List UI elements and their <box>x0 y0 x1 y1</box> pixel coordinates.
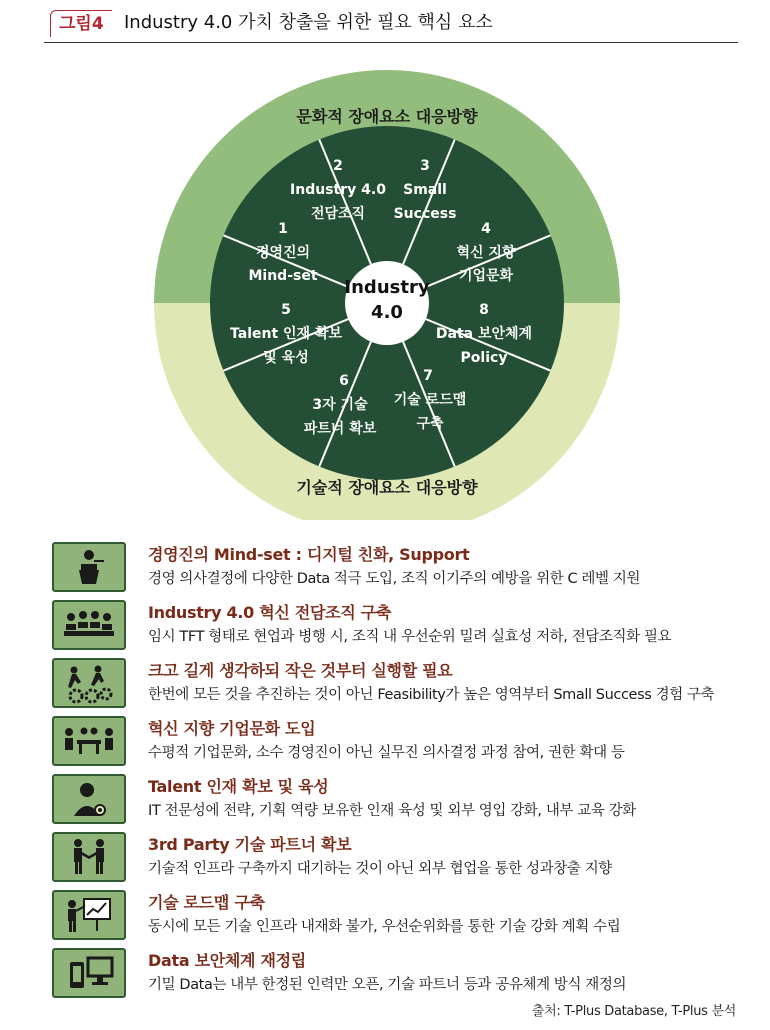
segment-6-line2: 파트너 확보 <box>303 421 377 437</box>
handshake-icon <box>52 832 126 882</box>
list-item <box>52 888 742 940</box>
segment-7-line1: 기술 로드맵 <box>393 392 467 408</box>
segment-8-line2: Policy <box>460 350 508 366</box>
item-description: 수평적 기업문화, 소수 경영진이 아닌 실무진 의사결정 과정 참여, 권한 확대 등 <box>148 745 625 761</box>
person-with-badge-icon <box>52 774 126 824</box>
item-description: 기밀 Data는 내부 한정된 인력만 오픈, 기술 파트너 등과 공유체계 방식 재정의 <box>148 977 627 993</box>
segment-6-line1: 3자 기술 <box>312 397 368 413</box>
segment-7-number: 7 <box>423 368 433 384</box>
segment-4-line2: 기업문화 <box>458 268 514 284</box>
segment-3-number: 3 <box>420 158 430 174</box>
item-title: Talent 인재 확보 및 육성 <box>148 777 329 796</box>
list-item <box>52 540 742 592</box>
people-at-desk-icon <box>52 716 126 766</box>
item-title: 혁신 지향 기업문화 도입 <box>148 719 316 738</box>
team-meeting-icon <box>52 600 126 650</box>
list-item <box>52 598 742 650</box>
segment-8-number: 8 <box>479 302 489 318</box>
figure-title: Industry 4.0 가치 창출을 위한 필요 핵심 요소 <box>124 12 493 33</box>
segment-5-line1: Talent 인재 확보 <box>230 326 342 342</box>
center-label-line1: Industry <box>344 277 430 298</box>
item-description: 경영 의사결정에 다양한 Data 적극 도입, 조직 이기주의 예방을 위한 C 레벨 지원 <box>148 571 641 587</box>
top-band-label: 문화적 장애요소 대응방향 <box>296 107 478 126</box>
item-description: 임시 TFT 형태로 현업과 병행 시, 조직 내 우선순위 밀려 실효성 저하, 전담조직화 필요 <box>148 629 672 645</box>
item-title: 3rd Party 기술 파트너 확보 <box>148 835 352 854</box>
item-description: 기술적 인프라 구축까지 대기하는 것이 아닌 외부 협업을 통한 성과창출 지향 <box>148 861 612 877</box>
figure-label: 그림4 <box>50 10 112 37</box>
running-gears-icon <box>52 658 126 708</box>
item-title: 기술 로드맵 구축 <box>148 893 265 912</box>
item-title: 경영진의 Mind-set : 디지털 친화, Support <box>148 545 470 564</box>
segment-4-number: 4 <box>481 221 491 237</box>
segment-4-line1: 혁신 지향 <box>456 245 516 261</box>
list-item <box>52 830 742 882</box>
item-title: Data 보안체계 재정립 <box>148 951 306 970</box>
item-title: 크고 길게 생각하되 작은 것부터 실행할 필요 <box>148 661 453 680</box>
item-description: IT 전문성에 전략, 기획 역량 보유한 인재 육성 및 외부 영입 강화, 내부 교육 강화 <box>148 803 636 819</box>
presenter-podium-icon <box>52 542 126 592</box>
presentation-board-icon <box>52 890 126 940</box>
segment-1-line2: Mind-set <box>248 268 318 284</box>
list-item <box>52 946 742 998</box>
segment-3-line1: Small <box>403 182 447 198</box>
segment-5-number: 5 <box>281 302 291 318</box>
segment-1-number: 1 <box>278 221 288 237</box>
center-label-line2: 4.0 <box>371 302 403 323</box>
list-item <box>52 714 742 766</box>
segment-6-number: 6 <box>339 373 349 389</box>
segment-2-number: 2 <box>333 158 343 174</box>
item-title: Industry 4.0 혁신 전담조직 구축 <box>148 603 392 622</box>
segment-1-line1: 경영진의 <box>255 245 311 261</box>
item-description: 동시에 모든 기술 인프라 내재화 불가, 우선순위화를 통한 기술 강화 계획 수립 <box>148 919 621 935</box>
segment-3-line2: Success <box>393 206 457 222</box>
list-item <box>52 772 742 824</box>
segment-2-line1: Industry 4.0 <box>290 182 386 198</box>
source-note: 출처: T-Plus Database, T-Plus 분석 <box>531 1004 736 1019</box>
segment-5-line2: 및 육성 <box>263 350 309 366</box>
list-item <box>52 656 742 708</box>
segment-7-line2: 구축 <box>416 416 444 432</box>
bottom-band-label: 기술적 장애요소 대응방향 <box>296 478 478 497</box>
phone-monitor-icon <box>52 948 126 998</box>
item-description: 한번에 모든 것을 추진하는 것이 아닌 Feasibility가 높은 영역부터 Small Success 경험 구축 <box>148 687 715 703</box>
segment-8-line1: Data 보안체계 <box>435 326 533 342</box>
segment-2-line2: 전담조직 <box>310 206 366 222</box>
